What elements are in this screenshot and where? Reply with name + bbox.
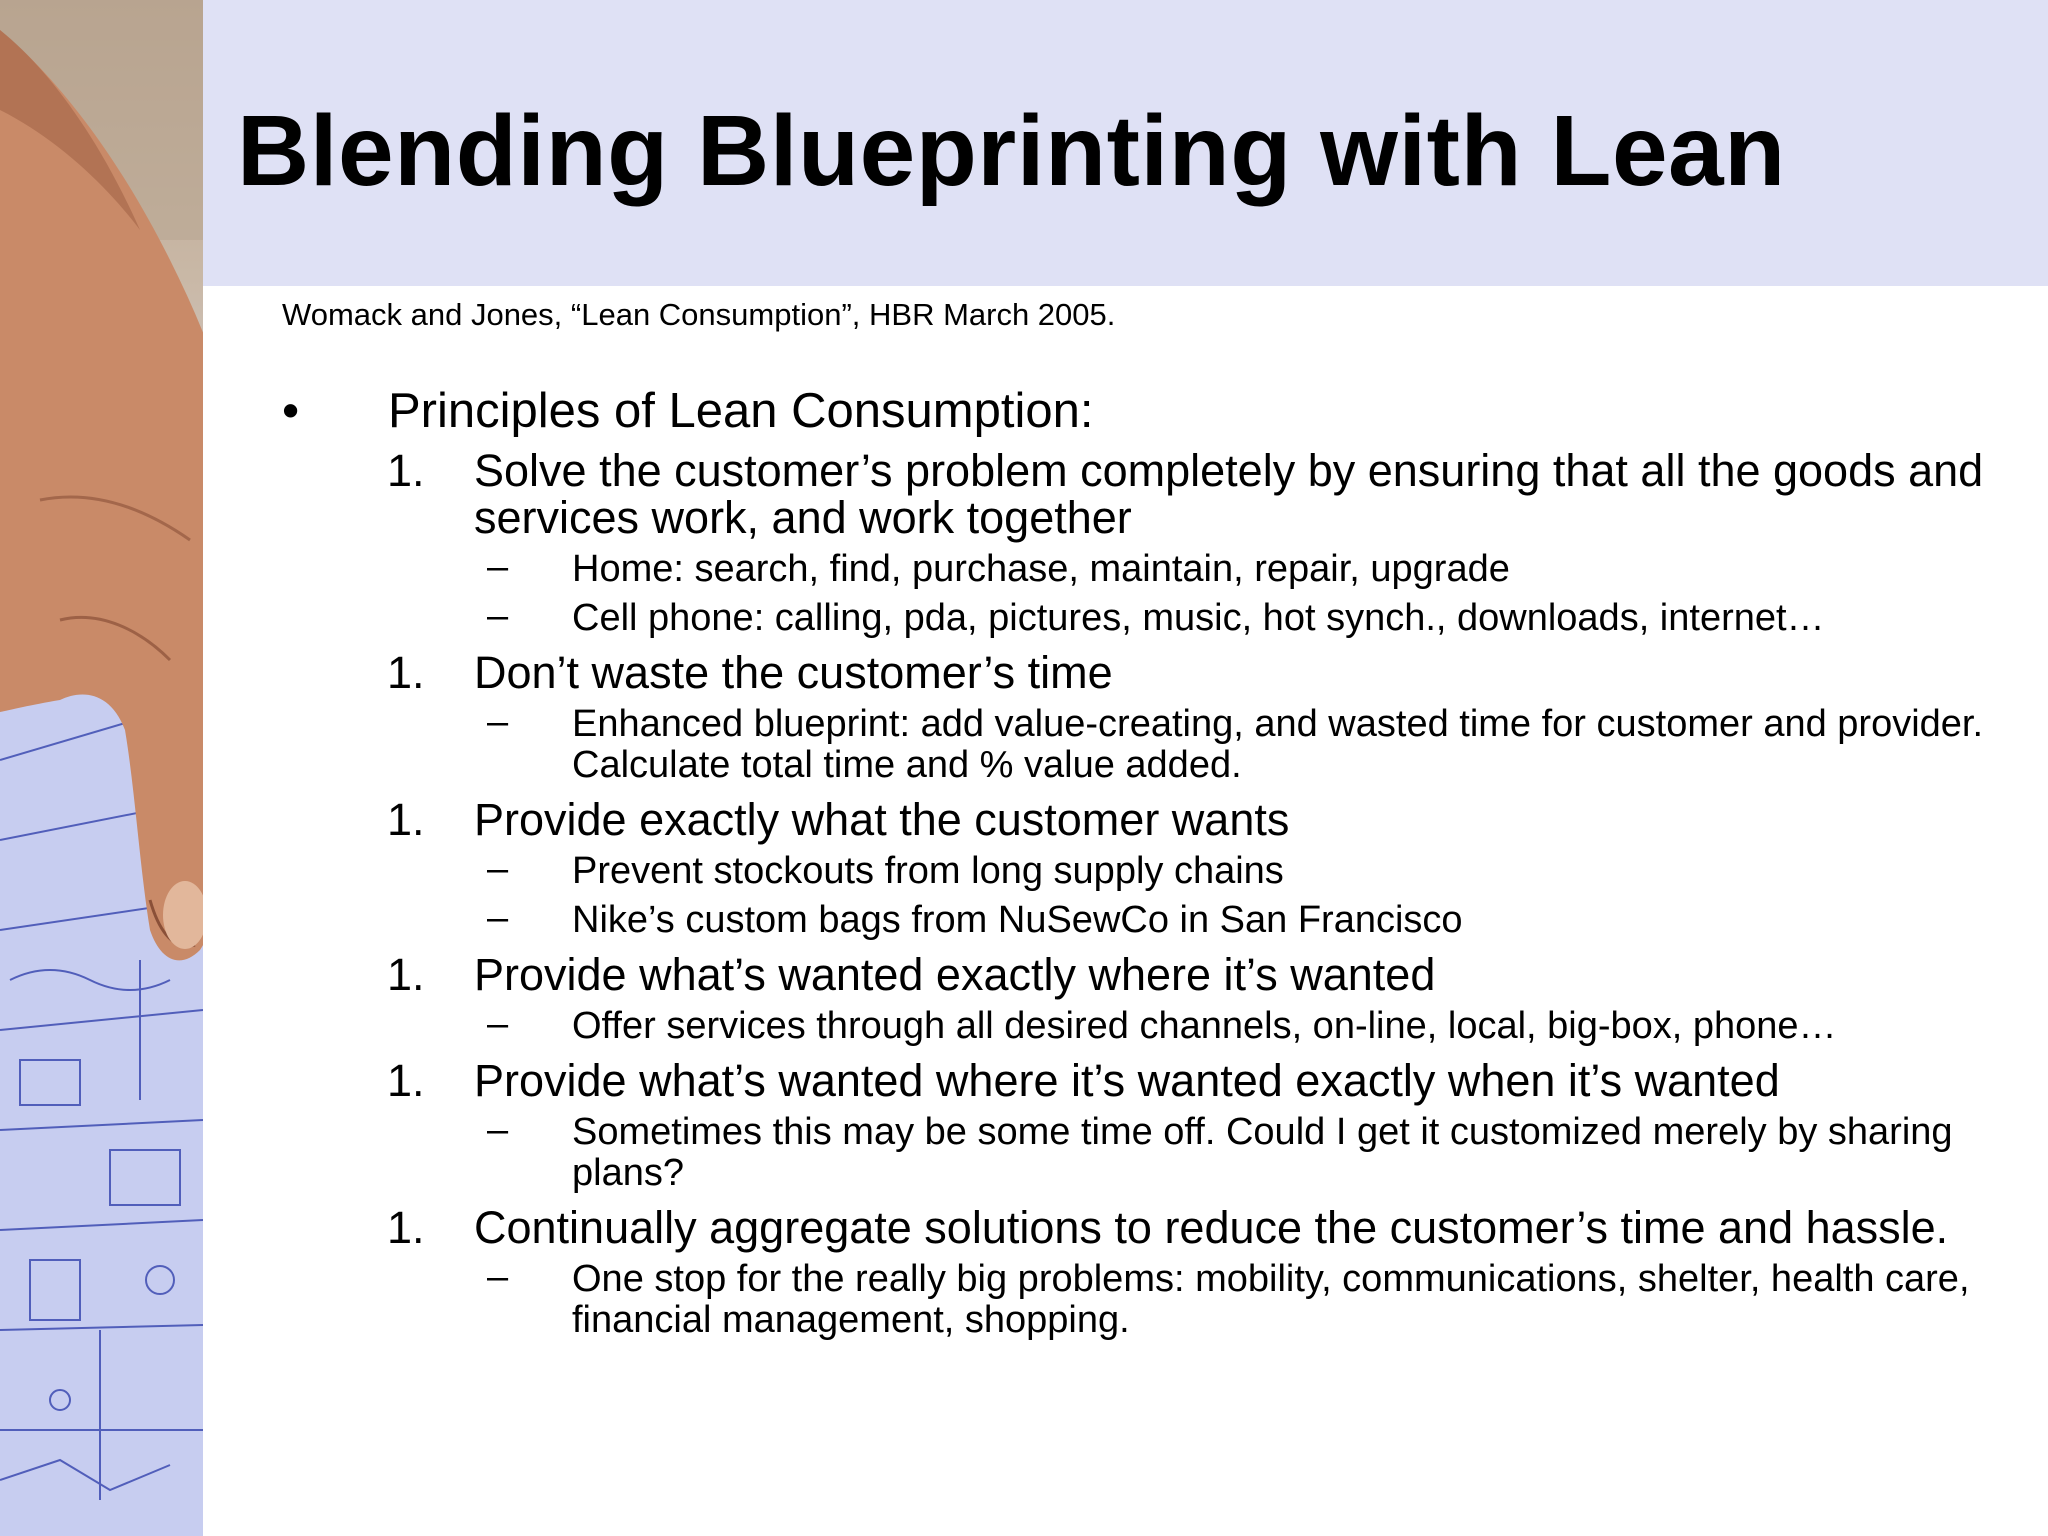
principles-heading-text: Principles of Lean Consumption: [388,384,1094,438]
dash-marker: – [487,1256,509,1298]
number-marker: 1. [387,1202,425,1253]
principle-text: Continually aggregate solutions to reduce the customer’s time and hassle. [474,1202,1949,1253]
number-marker: 1. [387,647,425,698]
sub-item-text: Home: search, find, purchase, maintain, repair, upgrade [572,548,1510,590]
principle-item [282,447,2022,541]
slide-body [282,385,2022,1341]
sub-item-text: Enhanced blueprint: add value-creating, and wasted time for customer and provider. Calculate total time and % value added. [572,703,1984,786]
citation: Womack and Jones, “Lean Consumption”, HBR March 2005. [282,297,1116,332]
dash-marker: – [487,1003,509,1045]
principle-item [282,649,2022,696]
hand-blueprint-photo [0,0,203,1536]
principles-heading [282,385,2022,437]
number-marker: 1. [387,949,425,1000]
sub-item [282,848,2022,892]
number-marker: 1. [387,794,425,845]
principle-item [282,796,2022,843]
principle-item [282,1057,2022,1104]
dash-marker: – [487,701,509,743]
slide-title: Blending Blueprinting with Lean [237,95,1786,207]
principle-item [282,1204,2022,1251]
principle-text: Don’t waste the customer’s time [474,647,1113,698]
sub-item [282,897,2022,941]
dash-marker: – [487,1109,509,1151]
sub-item [282,1256,2022,1341]
dash-marker: – [487,546,509,588]
bullet-marker: • [282,384,300,438]
sub-item-text: Offer services through all desired channels, on-line, local, big-box, phone… [572,1005,1837,1047]
number-marker: 1. [387,445,425,496]
sub-item-text: Prevent stockouts from long supply chains [572,850,1284,892]
number-marker: 1. [387,1055,425,1106]
sub-item-text: Cell phone: calling, pda, pictures, music, hot synch., downloads, internet… [572,597,1825,639]
dash-marker: – [487,848,509,890]
sub-item-text: Nike’s custom bags from NuSewCo in San Francisco [572,899,1463,941]
principle-text: Provide exactly what the customer wants [474,794,1290,845]
sub-item-text: One stop for the really big problems: mobility, communications, shelter, health care, financial management, shopping. [572,1258,1970,1341]
principle-item [282,951,2022,998]
sub-item [282,701,2022,786]
sub-item-text: Sometimes this may be some time off. Could I get it customized merely by sharing plans? [572,1111,1953,1194]
sub-item [282,546,2022,590]
dash-marker: – [487,897,509,939]
sub-item [282,1109,2022,1194]
sub-item [282,1003,2022,1047]
sub-item [282,595,2022,639]
hand-blueprint-illustration [0,0,203,1536]
dash-marker: – [487,595,509,637]
principle-text: Provide what’s wanted exactly where it’s wanted [474,949,1436,1000]
principle-text: Solve the customer’s problem completely by ensuring that all the goods and services work, and work together [474,445,1984,543]
principle-text: Provide what’s wanted where it’s wanted exactly when it’s wanted [474,1055,1780,1106]
